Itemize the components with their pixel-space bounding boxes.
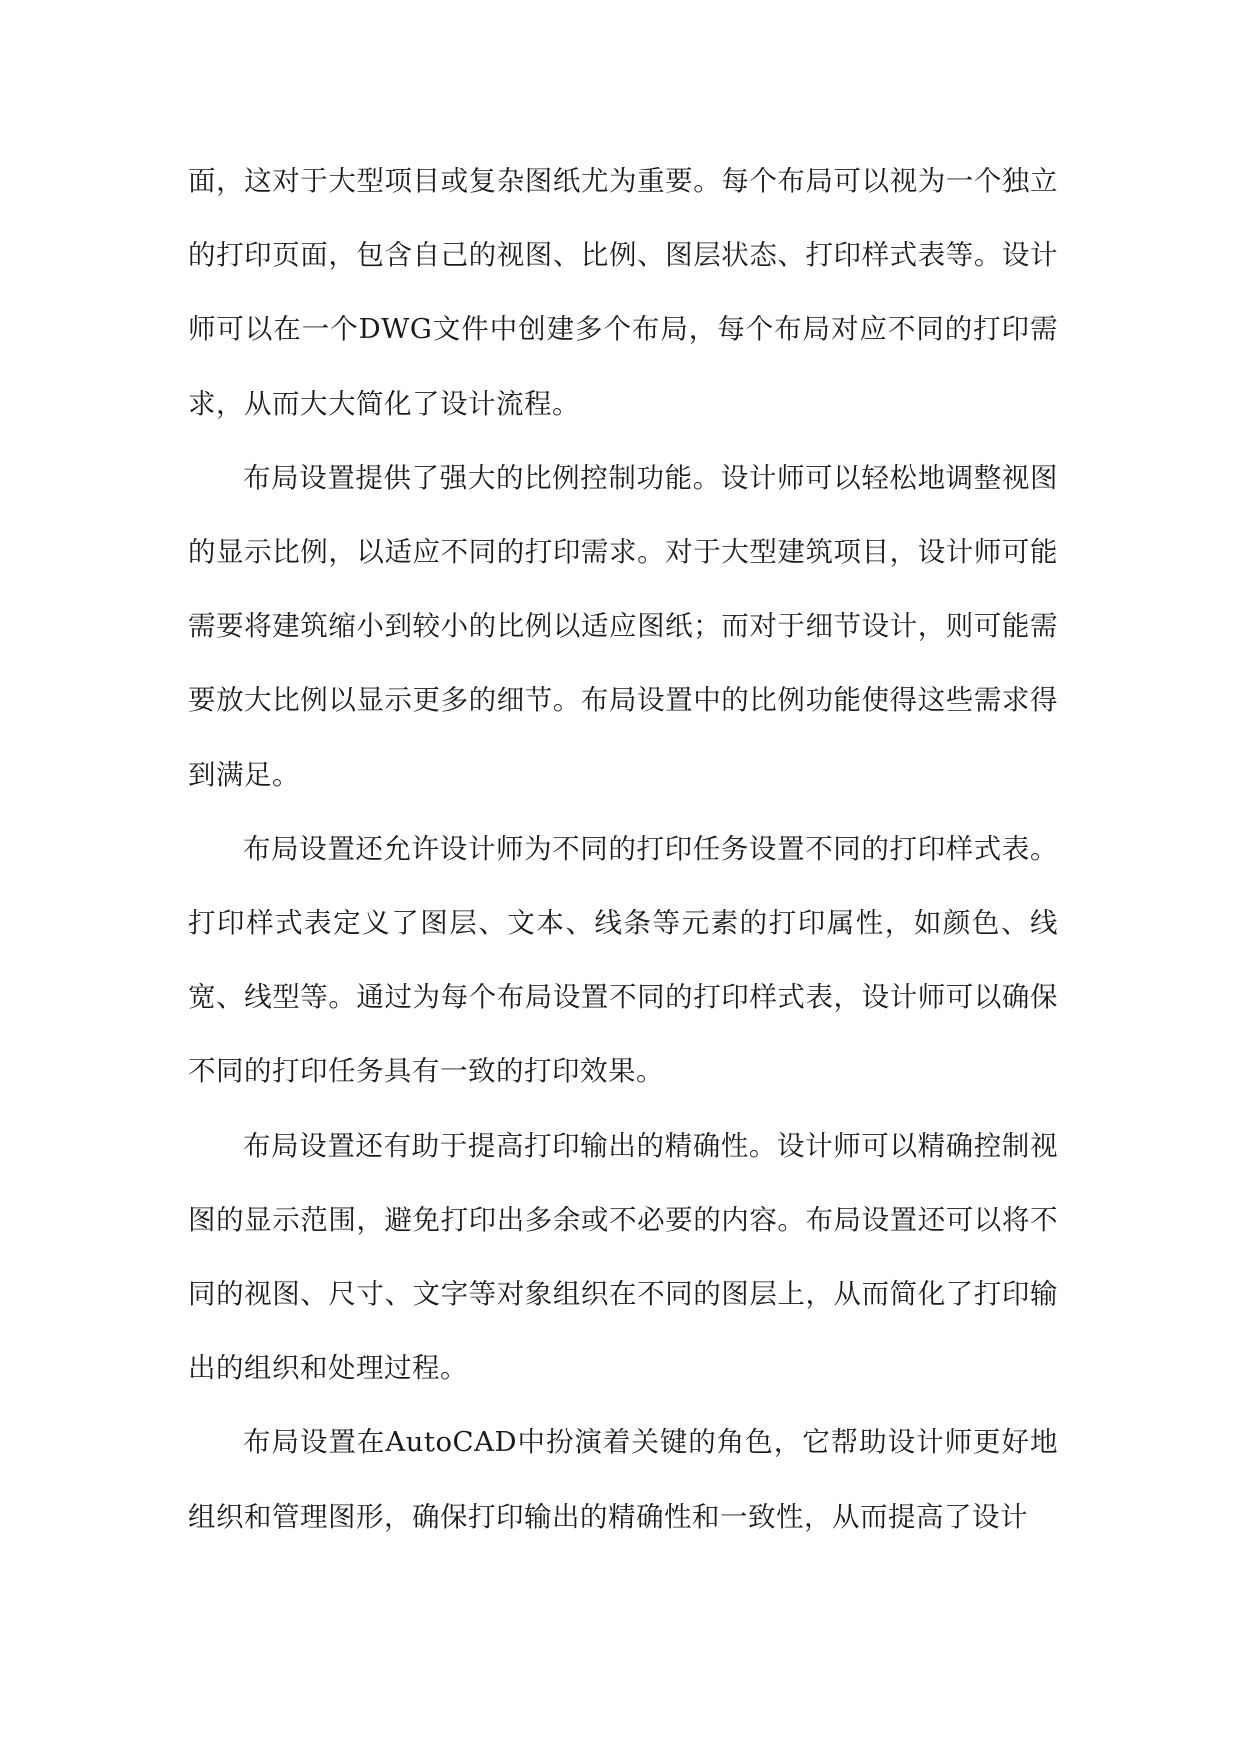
body-text: [188, 144, 1058, 1554]
paragraph-1: 面，这对于大型项目或复杂图纸尤为重要。每个布局可以视为一个独立的打印页面，包含自己的视图、比例、图层状态、打印样式表等。设计师可以在一个DWG文件中创建多个布局，每个布局对应不同的打印需求，从而大大简化了设计流程。: [188, 165, 1058, 420]
paragraph-5: 布局设置在AutoCAD中扮演着关键的角色，它帮助设计师更好地组织和管理图形，确保打印输出的精确性和一致性，从而提高了设计: [188, 1426, 1058, 1533]
paragraph-2: 布局设置提供了强大的比例控制功能。设计师可以轻松地调整视图的显示比例，以适应不同的打印需求。对于大型建筑项目，设计师可能需要将建筑缩小到较小的比例以适应图纸；而对于细节设计，则可能需要放大比例以显示更多的细节。布局设置中的比例功能使得这些需求得到满足。: [188, 461, 1058, 791]
paragraph-4: 布局设置还有助于提高打印输出的精确性。设计师可以精确控制视图的显示范围，避免打印出多余或不必要的内容。布局设置还可以将不同的视图、尺寸、文字等对象组织在不同的图层上，从而简化了打印输出的组织和处理过程。: [188, 1129, 1058, 1385]
paragraph-3: 布局设置还允许设计师为不同的打印任务设置不同的打印样式表。打印样式表定义了图层、文本、线条等元素的打印属性，如颜色、线宽、线型等。通过为每个布局设置不同的打印样式表，设计师可以确保不同的打印任务具有一致的打印效果。: [188, 832, 1058, 1088]
